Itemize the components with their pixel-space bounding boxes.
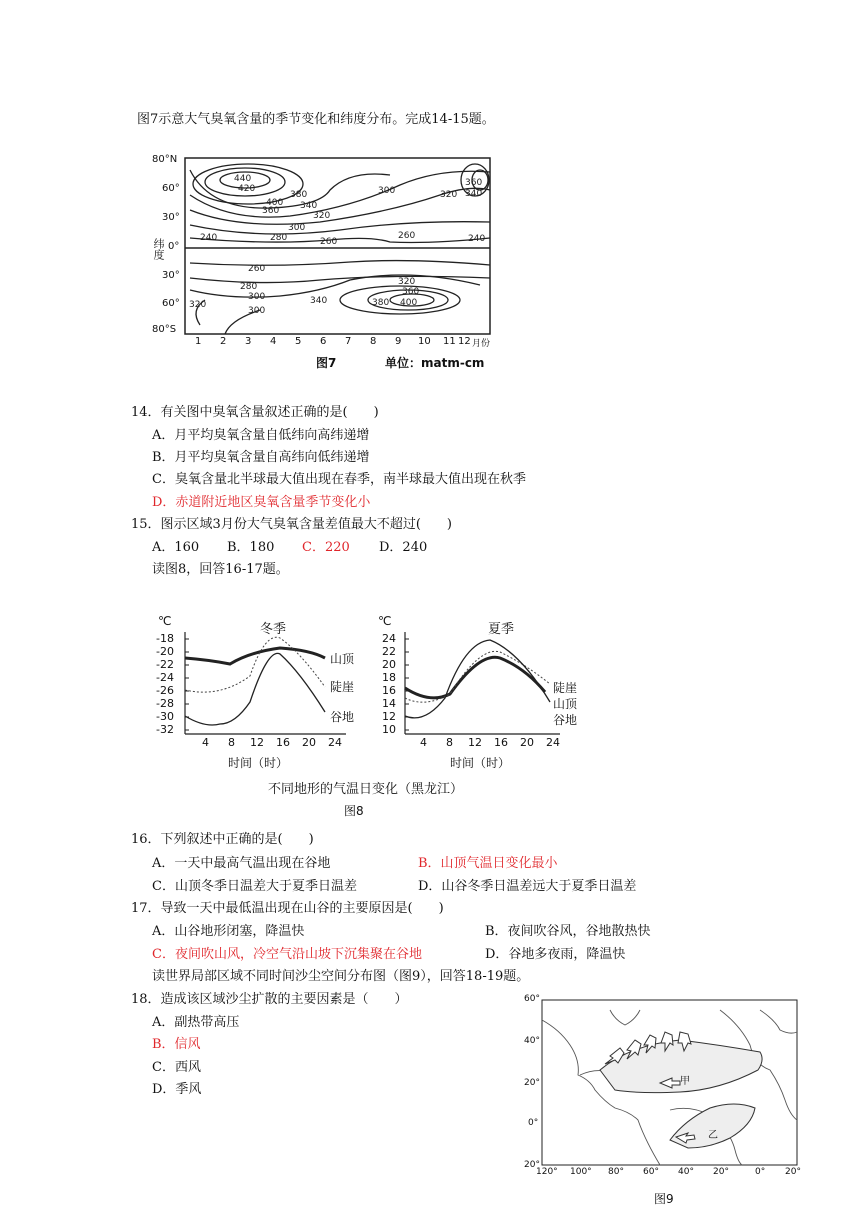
q15-option-d: D．240	[379, 540, 428, 555]
fig9-label-yi: 乙	[708, 1130, 718, 1141]
q17-stem: 17．导致一天中最低温出现在山谷的主要原因是( )	[131, 901, 444, 916]
fig8-winter-ytick: -20	[156, 645, 174, 658]
fig7-xtick: 1	[195, 336, 202, 347]
q16-option-b: B．山顶气温日变化最小	[418, 856, 558, 871]
fig8-winter-xtick: 12	[250, 736, 264, 749]
q14-option-a: A．月平均臭氧含量自低纬向高纬递增	[152, 428, 370, 443]
fig8-winter-ytick: -24	[156, 671, 174, 684]
svg-text:300: 300	[248, 292, 266, 302]
fig7-xtick: 12	[458, 336, 471, 347]
fig9-ytick: 20°	[524, 1078, 540, 1088]
fig8-unit-summer: ℃	[378, 614, 392, 628]
q14-option-d: D．赤道附近地区臭氧含量季节变化小	[152, 495, 371, 510]
fig8-summer-xtick: 20	[520, 736, 534, 749]
q15-option-b: B．180	[227, 540, 275, 555]
fig8-winter-ytick: -28	[156, 697, 174, 710]
fig7-ytick: 30°	[162, 270, 180, 281]
svg-text:260: 260	[248, 264, 266, 274]
q15-stem: 15．图示区域3月份大气臭氧含量差值最大不超过( )	[131, 517, 452, 532]
fig8-winter-xtick: 20	[302, 736, 316, 749]
q16-option-a: A．一天中最高气温出现在谷地	[152, 856, 331, 871]
dust-distribution-map	[520, 990, 810, 1180]
q15-option-a: A．160	[152, 540, 200, 555]
fig8-summer-xtick: 16	[494, 736, 508, 749]
figure-8	[150, 612, 590, 822]
svg-text:440: 440	[234, 174, 252, 184]
svg-text:400: 400	[266, 198, 284, 208]
q18-option-d: D．季风	[152, 1082, 202, 1097]
q17-option-d: D．谷地多夜雨，降温快	[485, 947, 626, 962]
fig7-xtick: 6	[320, 336, 327, 347]
fig7-xtick: 9	[395, 336, 402, 347]
fig9-label-jia: 甲	[680, 1076, 690, 1087]
fig7-xtick: 4	[270, 336, 277, 347]
fig9-xtick: 40°	[678, 1167, 694, 1177]
fig9-xtick: 120°	[536, 1167, 558, 1177]
q14-option-c: C．臭氧含量北半球最大值出现在春季，南半球最大值出现在秋季	[152, 472, 526, 487]
svg-text:380: 380	[290, 190, 308, 200]
fig8-summer-ytick: 18	[382, 671, 396, 684]
svg-text:320: 320	[398, 277, 416, 287]
fig8-winter-ytick: -30	[156, 710, 174, 723]
svg-text:300: 300	[378, 186, 396, 196]
svg-text:380: 380	[372, 298, 390, 308]
fig9-xtick: 0°	[755, 1167, 766, 1177]
fig9-caption: 图9	[654, 1192, 674, 1206]
fig7-xunit: 月份	[472, 339, 491, 349]
fig8-summer-ytick: 20	[382, 658, 396, 671]
svg-text:340: 340	[300, 201, 318, 211]
svg-text:340: 340	[310, 296, 328, 306]
fig9-xtick: 60°	[643, 1167, 659, 1177]
fig7-xtick: 5	[295, 336, 302, 347]
fig8-winter-xtick: 4	[202, 736, 209, 749]
fig7-ytick: 80°S	[152, 324, 177, 335]
q16-stem: 16．下列叙述中正确的是( )	[131, 832, 314, 847]
fig7-xtick: 8	[370, 336, 377, 347]
fig8-summer-xtick: 24	[546, 736, 560, 749]
q18-stem: 18．造成该区域沙尘扩散的主要因素是（ ）	[131, 992, 408, 1007]
q17-option-a: A．山谷地形闭塞，降温快	[152, 924, 305, 939]
fig9-xtick: 100°	[570, 1167, 592, 1177]
intro-text: 图7示意大气臭氧含量的季节变化和纬度分布。完成14-15题。	[137, 112, 495, 127]
fig8-winter-xtick: 16	[276, 736, 290, 749]
q15-option-c: C．220	[302, 540, 350, 555]
svg-text:240: 240	[468, 234, 486, 244]
fig8-winter-legend: 谷地	[330, 710, 355, 724]
fig8-winter-ytick: -32	[156, 723, 174, 736]
fig7-ytick: 30°	[162, 212, 180, 223]
svg-text:280: 280	[270, 233, 288, 243]
fig7-caption: 图7	[316, 356, 337, 370]
q18-option-b: B．信风	[152, 1037, 201, 1052]
svg-text:400: 400	[400, 298, 418, 308]
svg-text:360: 360	[465, 178, 483, 188]
fig9-xtick: 20°	[713, 1167, 729, 1177]
svg-text:320: 320	[313, 211, 331, 221]
fig9-ytick: 40°	[524, 1036, 540, 1046]
fig7-ytick: 80°N	[152, 154, 178, 165]
svg-text:340: 340	[465, 189, 483, 199]
q14-option-b: B．月平均臭氧含量自高纬向低纬递增	[152, 450, 370, 465]
fig7-xtick: 7	[345, 336, 352, 347]
q16-option-c: C．山顶冬季日温差大于夏季日温差	[152, 879, 357, 894]
fig7-ylabel: 纬度	[152, 238, 165, 260]
read-fig9: 读世界局部区域不同时间沙尘空间分布图（图9），回答18-19题。	[152, 969, 530, 984]
fig8-summer-legend: 山顶	[553, 697, 578, 711]
fig7-xtick: 3	[245, 336, 252, 347]
fig8-summer-legend: 谷地	[553, 713, 578, 727]
fig8-summer-ytick: 22	[382, 645, 396, 658]
fig8-summer-ytick: 10	[382, 723, 396, 736]
fig9-xtick: 20°	[785, 1167, 801, 1177]
svg-text:320: 320	[189, 300, 207, 310]
fig9-ytick: 20°	[524, 1160, 540, 1170]
svg-text:360: 360	[262, 206, 280, 216]
svg-text:240: 240	[200, 233, 218, 243]
fig8-summer-xtick: 12	[468, 736, 482, 749]
fig8-winter-xtick: 8	[228, 736, 235, 749]
q18-option-c: C．西风	[152, 1060, 201, 1075]
fig8-winter-legend: 陡崖	[330, 680, 355, 694]
figure-9	[520, 990, 810, 1212]
fig8-caption: 图8	[344, 804, 364, 818]
fig8-winter-title: 冬季	[260, 622, 287, 637]
q17-option-b: B．夜间吹谷风，谷地散热快	[485, 924, 651, 939]
fig9-xtick: 80°	[608, 1167, 624, 1177]
fig8-winter-ytick: -26	[156, 684, 174, 697]
svg-text:420: 420	[238, 184, 256, 194]
fig8-summer-ytick: 14	[382, 697, 396, 710]
q14-stem: 14．有关图中臭氧含量叙述正确的是( )	[131, 405, 379, 420]
fig7-ytick: 60°	[162, 298, 180, 309]
read-fig8: 读图8，回答16-17题。	[152, 562, 289, 577]
fig7-ytick: 60°	[162, 183, 180, 194]
fig8-summer-ytick: 24	[382, 632, 396, 645]
fig8-subtitle: 不同地形的气温日变化（黑龙江）	[268, 782, 464, 797]
fig7-xtick: 11	[443, 336, 456, 347]
svg-text:300: 300	[248, 306, 266, 316]
fig9-ytick: 60°	[524, 994, 540, 1004]
fig8-winter-ytick: -22	[156, 658, 174, 671]
fig8-summer-legend: 陡崖	[553, 681, 578, 695]
fig8-summer-xlabel: 时间（时）	[450, 756, 511, 770]
fig7-xtick: 10	[418, 336, 431, 347]
fig8-summer-ytick: 16	[382, 684, 396, 697]
fig8-winter-xtick: 24	[328, 736, 342, 749]
fig8-unit-winter: ℃	[158, 614, 172, 628]
fig8-winter-xlabel: 时间（时）	[228, 756, 289, 770]
fig8-summer-xtick: 8	[446, 736, 453, 749]
q18-option-a: A．副热带高压	[152, 1015, 240, 1030]
figure-7	[150, 150, 500, 375]
fig8-summer-ytick: 12	[382, 710, 396, 723]
fig9-ytick: 0°	[528, 1118, 539, 1128]
q16-option-d: D．山谷冬季日温差远大于夏季日温差	[418, 879, 637, 894]
svg-text:260: 260	[398, 231, 416, 241]
svg-text:260: 260	[320, 237, 338, 247]
fig8-winter-legend: 山顶	[330, 652, 355, 666]
fig7-xtick: 2	[220, 336, 227, 347]
svg-text:360: 360	[402, 287, 420, 297]
fig8-summer-xtick: 4	[420, 736, 427, 749]
fig7-ytick: 0°	[168, 241, 180, 252]
svg-text:300: 300	[288, 223, 306, 233]
q17-option-c: C．夜间吹山风，冷空气沿山坡下沉集聚在谷地	[152, 947, 422, 962]
fig7-unit: 单位：matm-cm	[385, 356, 485, 370]
svg-text:320: 320	[440, 190, 458, 200]
fig8-summer-title: 夏季	[488, 622, 515, 637]
fig8-winter-ytick: -18	[156, 632, 174, 645]
svg-text:280: 280	[240, 282, 258, 292]
